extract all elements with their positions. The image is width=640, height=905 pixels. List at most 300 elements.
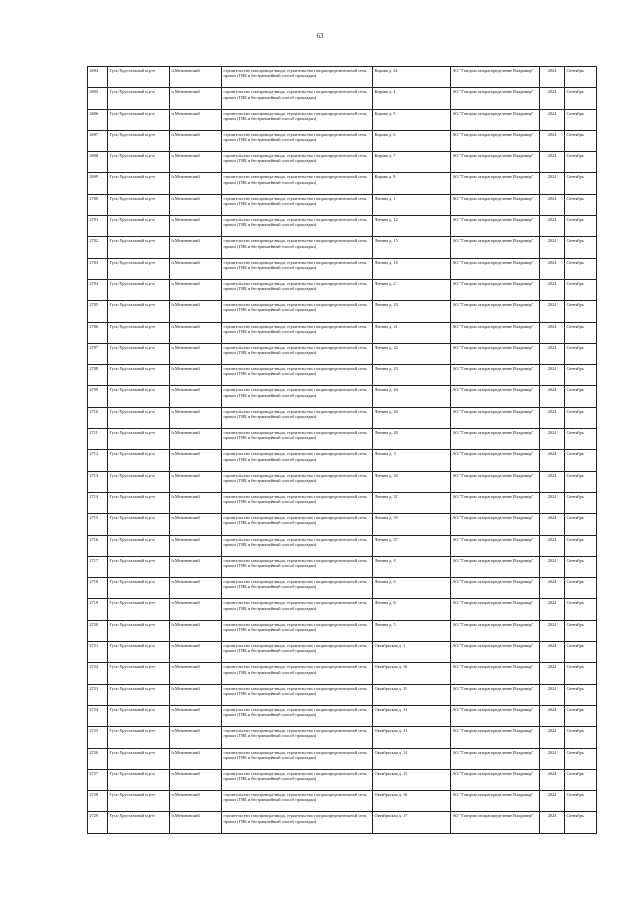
district-cell: Гусь-Хрустальный м.р-н: [108, 450, 170, 471]
address-cell: Ленина д. 26: [373, 407, 451, 428]
address-cell: Ленина д. 37: [373, 535, 451, 556]
district-cell: Гусь-Хрустальный м.р-н: [108, 194, 170, 215]
month-cell: Сентябрь: [565, 67, 597, 88]
work-description-cell: строительство газопровода-ввода, строительство газораспределительной сети, прокол (ГНБ и бестраншейный способ прокладки): [222, 663, 373, 684]
table-row: [88, 556, 597, 577]
settlement-cell: п.Мезиновский: [170, 620, 222, 641]
year-cell: 2024: [540, 727, 565, 748]
work-description-cell: строительство газопровода-ввода, строительство газораспределительной сети, прокол (ГНБ и бестраншейный способ прокладки): [222, 578, 373, 599]
work-description-cell: строительство газопровода-ввода, строительство газораспределительной сети, прокол (ГНБ и бестраншейный способ прокладки): [222, 514, 373, 535]
settlement-cell: п.Мезиновский: [170, 791, 222, 812]
organization-cell: АО "Газпром газораспределение Владимир": [451, 173, 540, 194]
district-cell: Гусь-Хрустальный м.р-н: [108, 109, 170, 130]
work-description-cell: строительство газопровода-ввода, строительство газораспределительной сети, прокол (ГНБ и бестраншейный способ прокладки): [222, 237, 373, 258]
organization-cell: АО "Газпром газораспределение Владимир": [451, 684, 540, 705]
year-cell: 2024: [540, 130, 565, 151]
month-cell: Сентябрь: [565, 748, 597, 769]
row-number: 2705: [88, 301, 108, 322]
organization-cell: АО "Газпром газораспределение Владимир": [451, 343, 540, 364]
settlement-cell: п.Мезиновский: [170, 556, 222, 577]
row-number: 2720: [88, 620, 108, 641]
table-row: [88, 769, 597, 790]
work-description-cell: строительство газопровода-ввода, строительство газораспределительной сети, прокол (ГНБ и бестраншейный способ прокладки): [222, 599, 373, 620]
address-cell: Ленина д. 2: [373, 279, 451, 300]
row-number: 2719: [88, 599, 108, 620]
month-cell: Сентябрь: [565, 471, 597, 492]
district-cell: Гусь-Хрустальный м.р-н: [108, 748, 170, 769]
row-number: 2713: [88, 471, 108, 492]
month-cell: Сентябрь: [565, 791, 597, 812]
year-cell: 2024: [540, 407, 565, 428]
row-number: 2698: [88, 152, 108, 173]
row-number: 2715: [88, 514, 108, 535]
row-number: 2710: [88, 407, 108, 428]
address-cell: Октябрьская д. 17: [373, 812, 451, 833]
year-cell: 2024: [540, 450, 565, 471]
organization-cell: АО "Газпром газораспределение Владимир": [451, 130, 540, 151]
district-cell: Гусь-Хрустальный м.р-н: [108, 88, 170, 109]
address-cell: Ленина д. 12: [373, 216, 451, 237]
address-cell: Октябрьская д. 15: [373, 769, 451, 790]
work-description-cell: строительство газопровода-ввода, строительство газораспределительной сети, прокол (ГНБ и бестраншейный способ прокладки): [222, 88, 373, 109]
table-row: [88, 194, 597, 215]
year-cell: 2024: [540, 471, 565, 492]
organization-cell: АО "Газпром газораспределение Владимир": [451, 429, 540, 450]
year-cell: 2024: [540, 386, 565, 407]
address-cell: Ленина д. 16: [373, 258, 451, 279]
work-description-cell: строительство газопровода-ввода, строительство газораспределительной сети, прокол (ГНБ и бестраншейный способ прокладки): [222, 407, 373, 428]
month-cell: Сентябрь: [565, 727, 597, 748]
work-description-cell: строительство газопровода-ввода, строительство газораспределительной сети, прокол (ГНБ и бестраншейный способ прокладки): [222, 216, 373, 237]
month-cell: Сентябрь: [565, 130, 597, 151]
year-cell: 2024: [540, 194, 565, 215]
year-cell: 2024: [540, 343, 565, 364]
address-cell: Ленина д. 3: [373, 450, 451, 471]
settlement-cell: п.Мезиновский: [170, 279, 222, 300]
year-cell: 2024: [540, 216, 565, 237]
work-description-cell: строительство газопровода-ввода, строительство газораспределительной сети, прокол (ГНБ и бестраншейный способ прокладки): [222, 471, 373, 492]
month-cell: Сентябрь: [565, 152, 597, 173]
district-cell: Гусь-Хрустальный м.р-н: [108, 429, 170, 450]
settlement-cell: п.Мезиновский: [170, 748, 222, 769]
row-number: 2695: [88, 88, 108, 109]
work-description-cell: строительство газопровода-ввода, строительство газораспределительной сети, прокол (ГНБ и бестраншейный способ прокладки): [222, 130, 373, 151]
address-cell: Октябрьская д. 14: [373, 748, 451, 769]
month-cell: Сентябрь: [565, 407, 597, 428]
work-description-cell: строительство газопровода-ввода, строительство газораспределительной сети, прокол (ГНБ и бестраншейный способ прокладки): [222, 173, 373, 194]
row-number: 2728: [88, 791, 108, 812]
row-number: 2704: [88, 279, 108, 300]
settlement-cell: п.Мезиновский: [170, 407, 222, 428]
table-row: [88, 663, 597, 684]
month-cell: Сентябрь: [565, 492, 597, 513]
district-cell: Гусь-Хрустальный м.р-н: [108, 684, 170, 705]
month-cell: Сентябрь: [565, 642, 597, 663]
settlement-cell: п.Мезиновский: [170, 109, 222, 130]
organization-cell: АО "Газпром газораспределение Владимир": [451, 812, 540, 833]
year-cell: 2024: [540, 578, 565, 599]
district-cell: Гусь-Хрустальный м.р-н: [108, 279, 170, 300]
month-cell: Сентябрь: [565, 684, 597, 705]
row-number: 2706: [88, 322, 108, 343]
table-row: [88, 492, 597, 513]
settlement-cell: п.Мезиновский: [170, 322, 222, 343]
district-cell: Гусь-Хрустальный м.р-н: [108, 663, 170, 684]
work-description-cell: строительство газопровода-ввода, строительство газораспределительной сети, прокол (ГНБ и бестраншейный способ прокладки): [222, 429, 373, 450]
district-cell: Гусь-Хрустальный м.р-н: [108, 578, 170, 599]
table-row: [88, 748, 597, 769]
district-cell: Гусь-Хрустальный м.р-н: [108, 727, 170, 748]
month-cell: Сентябрь: [565, 705, 597, 726]
table-row: [88, 514, 597, 535]
district-cell: Гусь-Хрустальный м.р-н: [108, 173, 170, 194]
year-cell: 2024: [540, 684, 565, 705]
address-cell: Кирова д. 5: [373, 109, 451, 130]
table-row: [88, 812, 597, 833]
row-number: 2723: [88, 684, 108, 705]
district-cell: Гусь-Хрустальный м.р-н: [108, 514, 170, 535]
settlement-cell: п.Мезиновский: [170, 727, 222, 748]
year-cell: 2024: [540, 812, 565, 833]
year-cell: 2024: [540, 791, 565, 812]
district-cell: Гусь-Хрустальный м.р-н: [108, 791, 170, 812]
address-cell: Ленина д. 21: [373, 322, 451, 343]
table-row: [88, 684, 597, 705]
district-cell: Гусь-Хрустальный м.р-н: [108, 620, 170, 641]
table-row: [88, 152, 597, 173]
organization-cell: АО "Газпром газораспределение Владимир": [451, 450, 540, 471]
month-cell: Сентябрь: [565, 194, 597, 215]
organization-cell: АО "Газпром газораспределение Владимир": [451, 705, 540, 726]
organization-cell: АО "Газпром газораспределение Владимир": [451, 67, 540, 88]
district-cell: Гусь-Хрустальный м.р-н: [108, 812, 170, 833]
organization-cell: АО "Газпром газораспределение Владимир": [451, 386, 540, 407]
table-row: [88, 237, 597, 258]
district-cell: Гусь-Хрустальный м.р-н: [108, 152, 170, 173]
table-row: [88, 279, 597, 300]
table-row: [88, 109, 597, 130]
organization-cell: АО "Газпром газораспределение Владимир": [451, 578, 540, 599]
table-row: [88, 365, 597, 386]
work-description-cell: строительство газопровода-ввода, строительство газораспределительной сети, прокол (ГНБ и бестраншейный способ прокладки): [222, 322, 373, 343]
work-description-cell: строительство газопровода-ввода, строительство газораспределительной сети, прокол (ГНБ и бестраншейный способ прокладки): [222, 301, 373, 322]
settlement-cell: п.Мезиновский: [170, 663, 222, 684]
year-cell: 2024: [540, 365, 565, 386]
work-description-cell: строительство газопровода-ввода, строительство газораспределительной сети, прокол (ГНБ и бестраншейный способ прокладки): [222, 791, 373, 812]
settlement-cell: п.Мезиновский: [170, 429, 222, 450]
organization-cell: АО "Газпром газораспределение Владимир": [451, 152, 540, 173]
district-cell: Гусь-Хрустальный м.р-н: [108, 769, 170, 790]
table-row: [88, 407, 597, 428]
page-number: 63: [316, 32, 324, 40]
month-cell: Сентябрь: [565, 386, 597, 407]
organization-cell: АО "Газпром газораспределение Владимир": [451, 471, 540, 492]
year-cell: 2024: [540, 109, 565, 130]
address-cell: Кирова д. 7: [373, 152, 451, 173]
table-row: [88, 258, 597, 279]
table-row: [88, 705, 597, 726]
year-cell: 2024: [540, 620, 565, 641]
month-cell: Сентябрь: [565, 514, 597, 535]
district-cell: Гусь-Хрустальный м.р-н: [108, 322, 170, 343]
address-cell: Ленина д. 28: [373, 429, 451, 450]
year-cell: 2024: [540, 663, 565, 684]
table-row: [88, 216, 597, 237]
month-cell: Сентябрь: [565, 322, 597, 343]
year-cell: 2024: [540, 556, 565, 577]
district-cell: Гусь-Хрустальный м.р-н: [108, 237, 170, 258]
settlement-cell: п.Мезиновский: [170, 173, 222, 194]
year-cell: 2024: [540, 322, 565, 343]
row-number: 2696: [88, 109, 108, 130]
organization-cell: АО "Газпром газораспределение Владимир": [451, 642, 540, 663]
organization-cell: АО "Газпром газораспределение Владимир": [451, 88, 540, 109]
row-number: 2694: [88, 67, 108, 88]
district-cell: Гусь-Хрустальный м.р-н: [108, 343, 170, 364]
work-description-cell: строительство газопровода-ввода, строительство газораспределительной сети, прокол (ГНБ и бестраншейный способ прокладки): [222, 450, 373, 471]
settlement-cell: п.Мезиновский: [170, 386, 222, 407]
year-cell: 2024: [540, 152, 565, 173]
address-cell: Октябрьская д. 13: [373, 727, 451, 748]
row-number: 2712: [88, 450, 108, 471]
address-cell: Ленина д. 30: [373, 471, 451, 492]
district-cell: Гусь-Хрустальный м.р-н: [108, 130, 170, 151]
row-number: 2717: [88, 556, 108, 577]
year-cell: 2024: [540, 642, 565, 663]
table-row: [88, 343, 597, 364]
year-cell: 2024: [540, 705, 565, 726]
table-row: [88, 386, 597, 407]
settlement-cell: п.Мезиновский: [170, 88, 222, 109]
address-cell: Ленина д. 1: [373, 194, 451, 215]
district-cell: Гусь-Хрустальный м.р-н: [108, 365, 170, 386]
row-number: 2724: [88, 705, 108, 726]
settlement-cell: п.Мезиновский: [170, 237, 222, 258]
work-description-cell: строительство газопровода-ввода, строительство газораспределительной сети, прокол (ГНБ и бестраншейный способ прокладки): [222, 152, 373, 173]
month-cell: Сентябрь: [565, 237, 597, 258]
district-cell: Гусь-Хрустальный м.р-н: [108, 67, 170, 88]
year-cell: 2024: [540, 258, 565, 279]
settlement-cell: п.Мезиновский: [170, 578, 222, 599]
gasification-schedule-table: [87, 66, 597, 834]
address-cell: Ленина д. 22: [373, 343, 451, 364]
table-row: [88, 791, 597, 812]
address-cell: Ленина д. 8: [373, 599, 451, 620]
row-number: 2725: [88, 727, 108, 748]
row-number: 2726: [88, 748, 108, 769]
work-description-cell: строительство газопровода-ввода, строительство газораспределительной сети, прокол (ГНБ и бестраншейный способ прокладки): [222, 279, 373, 300]
organization-cell: АО "Газпром газораспределение Владимир": [451, 365, 540, 386]
work-description-cell: строительство газопровода-ввода, строительство газораспределительной сети, прокол (ГНБ и бестраншейный способ прокладки): [222, 386, 373, 407]
settlement-cell: п.Мезиновский: [170, 492, 222, 513]
organization-cell: АО "Газпром газораспределение Владимир": [451, 109, 540, 130]
work-description-cell: строительство газопровода-ввода, строительство газораспределительной сети, прокол (ГНБ и бестраншейный способ прокладки): [222, 727, 373, 748]
table-body: [88, 67, 597, 834]
settlement-cell: п.Мезиновский: [170, 365, 222, 386]
settlement-cell: п.Мезиновский: [170, 258, 222, 279]
settlement-cell: п.Мезиновский: [170, 705, 222, 726]
district-cell: Гусь-Хрустальный м.р-н: [108, 386, 170, 407]
organization-cell: АО "Газпром газораспределение Владимир": [451, 535, 540, 556]
month-cell: Сентябрь: [565, 173, 597, 194]
work-description-cell: строительство газопровода-ввода, строительство газораспределительной сети, прокол (ГНБ и бестраншейный способ прокладки): [222, 748, 373, 769]
address-cell: Ленина д. 20: [373, 301, 451, 322]
month-cell: Сентябрь: [565, 109, 597, 130]
settlement-cell: п.Мезиновский: [170, 769, 222, 790]
district-cell: Гусь-Хрустальный м.р-н: [108, 301, 170, 322]
year-cell: 2024: [540, 769, 565, 790]
settlement-cell: п.Мезиновский: [170, 152, 222, 173]
address-cell: Ленина д. 15: [373, 237, 451, 258]
table-row: [88, 727, 597, 748]
year-cell: 2024: [540, 88, 565, 109]
settlement-cell: п.Мезиновский: [170, 535, 222, 556]
settlement-cell: п.Мезиновский: [170, 684, 222, 705]
address-cell: Ленина д. 5: [373, 620, 451, 641]
month-cell: Сентябрь: [565, 663, 597, 684]
address-cell: Октябрьская д. 12: [373, 705, 451, 726]
settlement-cell: п.Мезиновский: [170, 301, 222, 322]
organization-cell: АО "Газпром газораспределение Владимир": [451, 279, 540, 300]
address-cell: Кирова д. 4: [373, 88, 451, 109]
work-description-cell: строительство газопровода-ввода, строительство газораспределительной сети, прокол (ГНБ и бестраншейный способ прокладки): [222, 684, 373, 705]
table-row: [88, 642, 597, 663]
year-cell: 2024: [540, 301, 565, 322]
month-cell: Сентябрь: [565, 88, 597, 109]
row-number: 2711: [88, 429, 108, 450]
month-cell: Сентябрь: [565, 556, 597, 577]
district-cell: Гусь-Хрустальный м.р-н: [108, 556, 170, 577]
table-row: [88, 599, 597, 620]
year-cell: 2024: [540, 67, 565, 88]
month-cell: Сентябрь: [565, 301, 597, 322]
row-number: 2722: [88, 663, 108, 684]
settlement-cell: п.Мезиновский: [170, 514, 222, 535]
month-cell: Сентябрь: [565, 258, 597, 279]
row-number: 2701: [88, 216, 108, 237]
organization-cell: АО "Газпром газораспределение Владимир": [451, 748, 540, 769]
work-description-cell: строительство газопровода-ввода, строительство газораспределительной сети, прокол (ГНБ и бестраншейный способ прокладки): [222, 812, 373, 833]
address-cell: Октябрьская д. 16: [373, 791, 451, 812]
table-row: [88, 429, 597, 450]
address-cell: Октябрьская д. 10: [373, 663, 451, 684]
month-cell: Сентябрь: [565, 812, 597, 833]
row-number: 2721: [88, 642, 108, 663]
row-number: 2714: [88, 492, 108, 513]
settlement-cell: п.Мезиновский: [170, 642, 222, 663]
row-number: 2729: [88, 812, 108, 833]
address-cell: Ленина д. 23: [373, 365, 451, 386]
row-number: 2718: [88, 578, 108, 599]
work-description-cell: строительство газопровода-ввода, строительство газораспределительной сети, прокол (ГНБ и бестраншейный способ прокладки): [222, 535, 373, 556]
address-cell: Кирова д. 8: [373, 173, 451, 194]
month-cell: Сентябрь: [565, 578, 597, 599]
table-row: [88, 173, 597, 194]
month-cell: Сентябрь: [565, 279, 597, 300]
address-cell: Ленина д. 24: [373, 386, 451, 407]
month-cell: Сентябрь: [565, 343, 597, 364]
table-row: [88, 322, 597, 343]
month-cell: Сентябрь: [565, 599, 597, 620]
district-cell: Гусь-Хрустальный м.р-н: [108, 705, 170, 726]
year-cell: 2024: [540, 279, 565, 300]
address-cell: Кирова д. 6: [373, 130, 451, 151]
month-cell: Сентябрь: [565, 620, 597, 641]
district-cell: Гусь-Хрустальный м.р-н: [108, 258, 170, 279]
row-number: 2707: [88, 343, 108, 364]
year-cell: 2024: [540, 429, 565, 450]
organization-cell: АО "Газпром газораспределение Владимир": [451, 322, 540, 343]
year-cell: 2024: [540, 535, 565, 556]
row-number: 2709: [88, 386, 108, 407]
work-description-cell: строительство газопровода-ввода, строительство газораспределительной сети, прокол (ГНБ и бестраншейный способ прокладки): [222, 620, 373, 641]
organization-cell: АО "Газпром газораспределение Владимир": [451, 556, 540, 577]
settlement-cell: п.Мезиновский: [170, 812, 222, 833]
row-number: 2703: [88, 258, 108, 279]
month-cell: Сентябрь: [565, 769, 597, 790]
work-description-cell: строительство газопровода-ввода, строительство газораспределительной сети, прокол (ГНБ и бестраншейный способ прокладки): [222, 365, 373, 386]
work-description-cell: строительство газопровода-ввода, строительство газораспределительной сети, прокол (ГНБ и бестраншейный способ прокладки): [222, 109, 373, 130]
table-row: [88, 535, 597, 556]
work-description-cell: строительство газопровода-ввода, строительство газораспределительной сети, прокол (ГНБ и бестраншейный способ прокладки): [222, 769, 373, 790]
settlement-cell: п.Мезиновский: [170, 130, 222, 151]
work-description-cell: строительство газопровода-ввода, строительство газораспределительной сети, прокол (ГНБ и бестраншейный способ прокладки): [222, 642, 373, 663]
year-cell: 2024: [540, 599, 565, 620]
organization-cell: АО "Газпром газораспределение Владимир": [451, 599, 540, 620]
table-row: [88, 578, 597, 599]
organization-cell: АО "Газпром газораспределение Владимир": [451, 663, 540, 684]
month-cell: Сентябрь: [565, 429, 597, 450]
work-description-cell: строительство газопровода-ввода, строительство газораспределительной сети, прокол (ГНБ и бестраншейный способ прокладки): [222, 343, 373, 364]
address-cell: Ленина д. 6: [373, 578, 451, 599]
row-number: 2727: [88, 769, 108, 790]
district-cell: Гусь-Хрустальный м.р-н: [108, 471, 170, 492]
organization-cell: АО "Газпром газораспределение Владимир": [451, 769, 540, 790]
settlement-cell: п.Мезиновский: [170, 216, 222, 237]
organization-cell: АО "Газпром газораспределение Владимир": [451, 727, 540, 748]
month-cell: Сентябрь: [565, 450, 597, 471]
organization-cell: АО "Газпром газораспределение Владимир": [451, 301, 540, 322]
work-description-cell: строительство газопровода-ввода, строительство газораспределительной сети, прокол (ГНБ и бестраншейный способ прокладки): [222, 258, 373, 279]
organization-cell: АО "Газпром газораспределение Владимир": [451, 492, 540, 513]
address-cell: Кирова д. 32: [373, 67, 451, 88]
table-row: [88, 67, 597, 88]
organization-cell: АО "Газпром газораспределение Владимир": [451, 620, 540, 641]
table-row: [88, 130, 597, 151]
settlement-cell: п.Мезиновский: [170, 599, 222, 620]
month-cell: Сентябрь: [565, 216, 597, 237]
row-number: 2700: [88, 194, 108, 215]
month-cell: Сентябрь: [565, 365, 597, 386]
work-description-cell: строительство газопровода-ввода, строительство газораспределительной сети, прокол (ГНБ и бестраншейный способ прокладки): [222, 705, 373, 726]
work-description-cell: строительство газопровода-ввода, строительство газораспределительной сети, прокол (ГНБ и бестраншейный способ прокладки): [222, 67, 373, 88]
organization-cell: АО "Газпром газораспределение Владимир": [451, 237, 540, 258]
organization-cell: АО "Газпром газораспределение Владимир": [451, 194, 540, 215]
district-cell: Гусь-Хрустальный м.р-н: [108, 642, 170, 663]
row-number: 2697: [88, 130, 108, 151]
work-description-cell: строительство газопровода-ввода, строительство газораспределительной сети, прокол (ГНБ и бестраншейный способ прокладки): [222, 556, 373, 577]
organization-cell: АО "Газпром газораспределение Владимир": [451, 791, 540, 812]
year-cell: 2024: [540, 173, 565, 194]
month-cell: Сентябрь: [565, 535, 597, 556]
address-cell: Ленина д. 31: [373, 492, 451, 513]
organization-cell: АО "Газпром газораспределение Владимир": [451, 258, 540, 279]
row-number: 2716: [88, 535, 108, 556]
year-cell: 2024: [540, 492, 565, 513]
settlement-cell: п.Мезиновский: [170, 67, 222, 88]
year-cell: 2024: [540, 514, 565, 535]
address-cell: Октябрьская д. 1: [373, 642, 451, 663]
